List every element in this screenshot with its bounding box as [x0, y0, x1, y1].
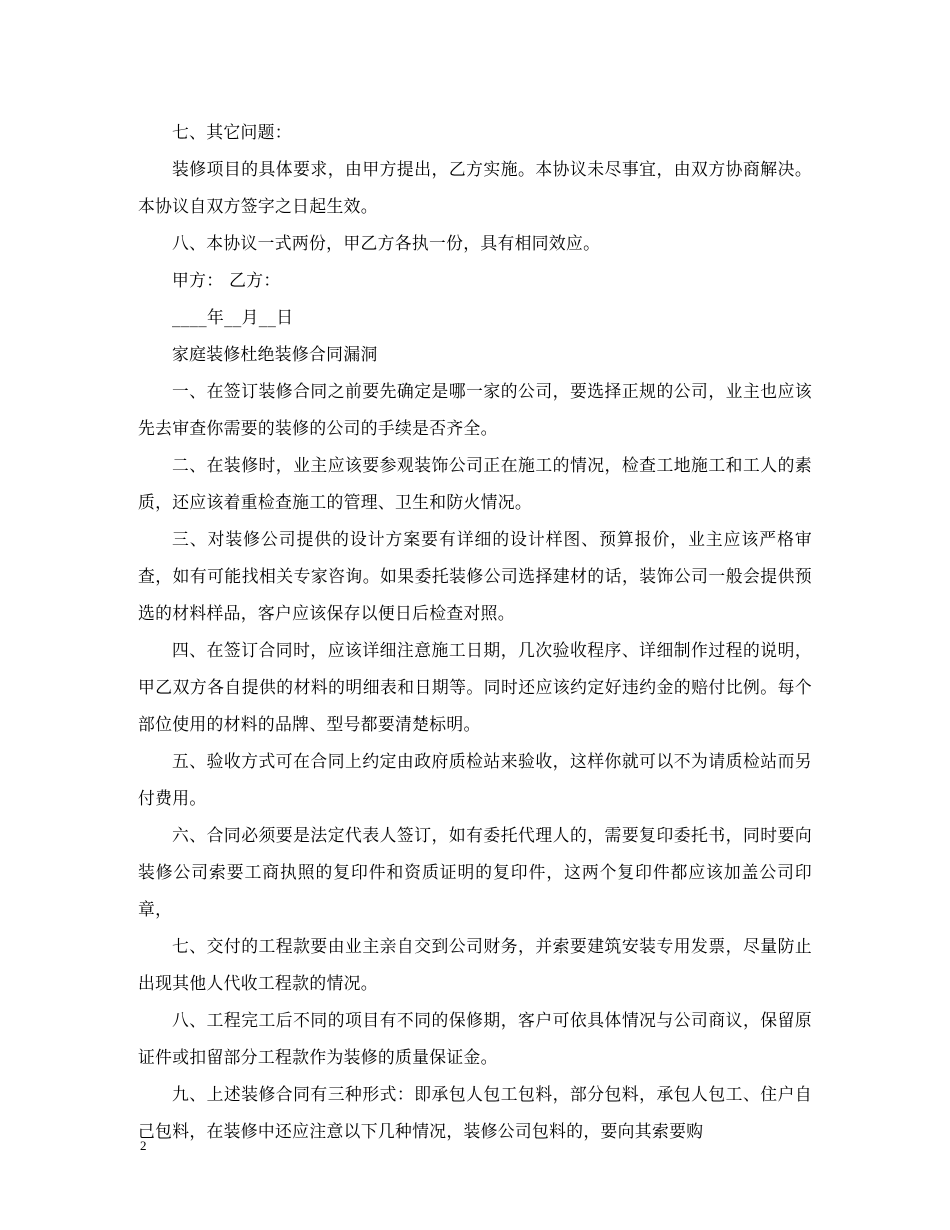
- paragraph-point-6: 六、合同必须要是法定代表人签订，如有委托代理人的，需要复印委托书，同时要向装修公司索要工商执照的复印件和资质证明的复印件，这两个复印件都应该加盖公司印章，: [138, 825, 812, 919]
- paragraph-copies: 八、本协议一式两份，甲乙方各执一份，具有相同效应。: [172, 233, 601, 253]
- date-line: ____年__月__日: [172, 307, 294, 327]
- paragraph-requirements: 装修项目的具体要求，由甲方提出，乙方实施。本协议未尽事宜，由双方协商解决。本协议自双方签字之日起生效。: [138, 159, 812, 216]
- page-number: 2: [140, 1138, 147, 1153]
- article-title: 家庭装修杜绝装修合同漏洞: [172, 344, 378, 364]
- paragraph-point-2: 二、在装修时，业主应该要参观装饰公司正在施工的情况，检查工地施工和工人的素质，还应该着重检查施工的管理、卫生和防火情况。: [138, 455, 812, 512]
- paragraph-point-7: 七、交付的工程款要由业主亲自交到公司财务，并索要建筑安装专用发票，尽量防止出现其他人代收工程款的情况。: [138, 936, 812, 993]
- document-body: [138, 114, 812, 1150]
- paragraph-point-9: 九、上述装修合同有三种形式：即承包人包工包料，部分包料，承包人包工、住户自己包料，在装修中还应注意以下几种情况，装修公司包料的，要向其索要购: [138, 1084, 812, 1141]
- paragraph-point-3: 三、对装修公司提供的设计方案要有详细的设计样图、预算报价，业主应该严格审查，如有可能找相关专家咨询。如果委托装修公司选择建材的话，装饰公司一般会提供预选的材料样品，客户应该保存以便日后检查对照。: [138, 529, 812, 623]
- paragraph-point-4: 四、在签订合同时，应该详细注意施工日期，几次验收程序、详细制作过程的说明，甲乙双方各自提供的材料的明细表和日期等。同时还应该约定好违约金的赔付比例。每个部位使用的材料的品牌、型号都要清楚标明。: [138, 640, 812, 734]
- signature-line: 甲方： 乙方：: [172, 270, 281, 290]
- paragraph-point-5: 五、验收方式可在合同上约定由政府质检站来验收，这样你就可以不为请质检站而另付费用。: [138, 751, 812, 808]
- section-heading-other-issues: 七、其它问题：: [172, 122, 292, 142]
- paragraph-point-8: 八、工程完工后不同的项目有不同的保修期，客户可依具体情况与公司商议，保留原证件或扣留部分工程款作为装修的质量保证金。: [138, 1010, 812, 1067]
- paragraph-point-1: 一、在签订装修合同之前要先确定是哪一家的公司，要选择正规的公司，业主也应该先去审查你需要的装修的公司的手续是否齐全。: [138, 381, 812, 438]
